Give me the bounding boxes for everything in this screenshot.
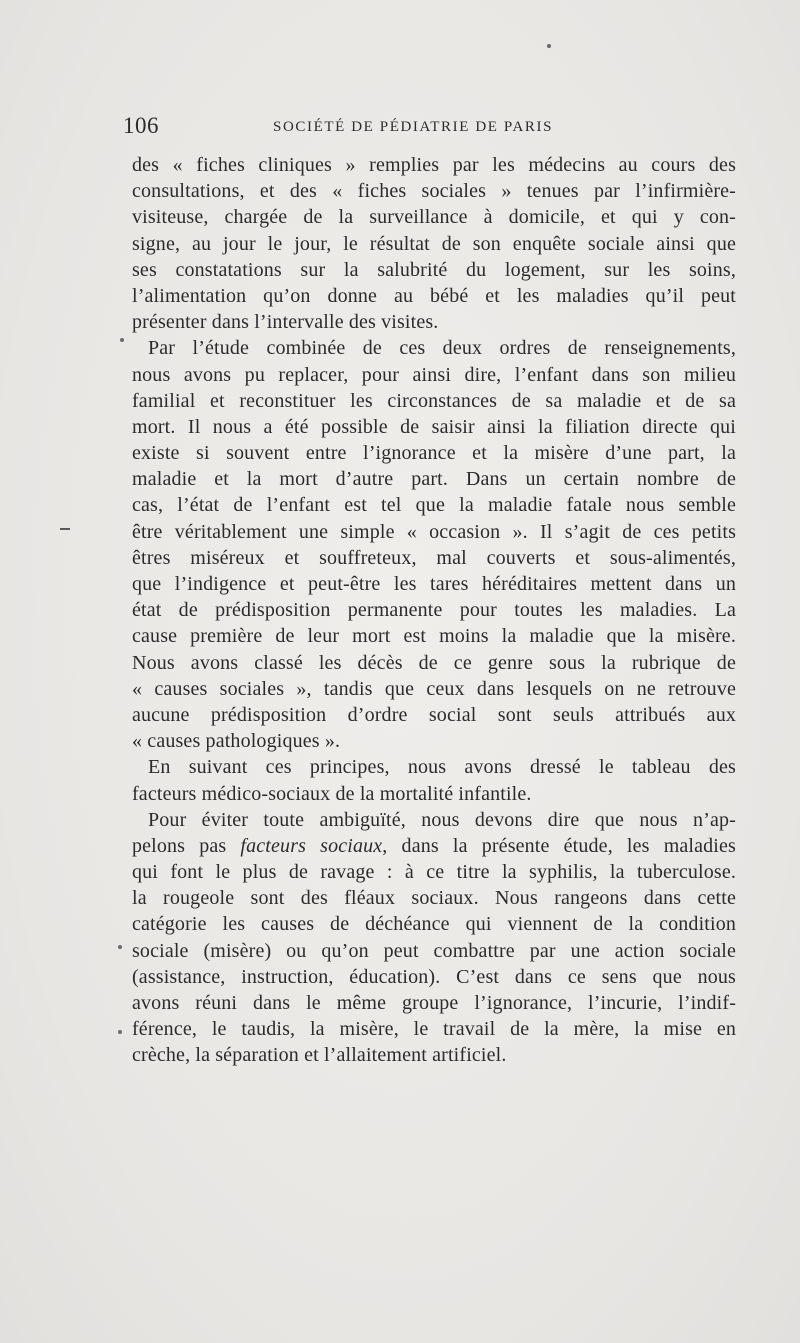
text-line: êtres miséreux et souffreteux, mal couverts et sous-alimentés, xyxy=(132,546,736,569)
text-fragment: pelons pas xyxy=(132,834,227,857)
text-line: signe, au jour le jour, le résultat de son enquête sociale ainsi que xyxy=(132,232,736,255)
text-line: Pour éviter toute ambiguïté, nous devons dire que nous n’ap- xyxy=(148,808,736,831)
text-line-with-italic xyxy=(132,833,736,859)
text-line: (assistance, instruction, éducation). C’est dans ce sens que nous xyxy=(132,965,736,988)
text-line: visiteuse, chargée de la surveillance à domicile, et qui y con- xyxy=(132,206,736,229)
text-line: être véritablement une simple « occasion ». Il s’agit de ces petits xyxy=(132,520,736,543)
text-line: consultations, et des « fiches sociales » tenues par l’infirmière- xyxy=(132,180,736,203)
text-fragment: , dans la présente étude, les maladies xyxy=(382,834,736,857)
text-line: Nous avons classé les décès de ce genre sous la rubrique de xyxy=(132,651,736,674)
text-line: facteurs médico-sociaux de la mortalité infantile. xyxy=(132,782,532,805)
text-line: la rougeole sont des fléaux sociaux. Nous rangeons dans cette xyxy=(132,887,736,910)
text-line: aucune prédisposition d’ordre social sont seuls attribués aux xyxy=(132,703,736,726)
page-header xyxy=(123,113,723,143)
text-line: « causes pathologiques ». xyxy=(132,730,341,753)
text-line: férence, le taudis, la misère, le travail de la mère, la mise en xyxy=(132,1018,736,1041)
text-line: nous avons pu replacer, pour ainsi dire, l’enfant dans son milieu xyxy=(132,363,736,386)
text-line: « causes sociales », tandis que ceux dans lesquels on ne retrouve xyxy=(132,677,736,700)
text-line: En suivant ces principes, nous avons dressé le tableau des xyxy=(148,756,736,779)
text-line: mort. Il nous a été possible de saisir ainsi la filiation directe qui xyxy=(132,415,736,438)
text-line: avons réuni dans le même groupe l’ignorance, l’incurie, l’indif- xyxy=(132,992,736,1014)
text-line: présenter dans l’intervalle des visites. xyxy=(132,311,439,334)
text-line: existe si souvent entre l’ignorance et la misère d’une part, la xyxy=(132,442,736,465)
text-line: qui font le plus de ravage : à ce titre la syphilis, la tuberculose. xyxy=(132,861,736,884)
text-line: maladie et la mort d’autre part. Dans un certain nombre de xyxy=(132,468,736,491)
text-line: cause première de leur mort est moins la maladie que la misère. xyxy=(132,625,736,648)
italic-term: facteurs sociaux xyxy=(240,834,383,857)
text-line: catégorie les causes de déchéance qui viennent de la condition xyxy=(132,913,736,936)
text-line: l’alimentation qu’on donne au bébé et les maladies qu’il peut xyxy=(132,284,736,307)
text-line: état de prédisposition permanente pour toutes les maladies. La xyxy=(132,599,736,622)
speck-mark xyxy=(118,1030,122,1034)
text-line: des « fiches cliniques » remplies par les médecins au cours des xyxy=(132,154,736,176)
speck-mark xyxy=(547,44,551,48)
text-line: familial et reconstituer les circonstances de sa maladie et de sa xyxy=(132,389,736,412)
body-text xyxy=(132,152,736,1069)
text-line: que l’indigence et peut-être les tares héréditaires mettent dans un xyxy=(132,573,736,595)
margin-mark xyxy=(60,528,70,530)
text-line: sociale (misère) ou qu’on peut combattre par une action sociale xyxy=(132,939,736,962)
text-line: cas, l’état de l’enfant est tel que la maladie fatale nous semble xyxy=(132,494,736,517)
speck-mark xyxy=(118,945,122,949)
text-line: crèche, la séparation et l’allaitement artificiel. xyxy=(132,1044,507,1067)
page-number: 106 xyxy=(123,113,159,138)
running-head: SOCIÉTÉ DE PÉDIATRIE DE PARIS xyxy=(273,119,554,135)
speck-mark xyxy=(120,338,124,342)
text-line: ses constatations sur la salubrité du logement, sur les soins, xyxy=(132,258,736,281)
text-line: Par l’étude combinée de ces deux ordres de renseignements, xyxy=(148,337,736,360)
